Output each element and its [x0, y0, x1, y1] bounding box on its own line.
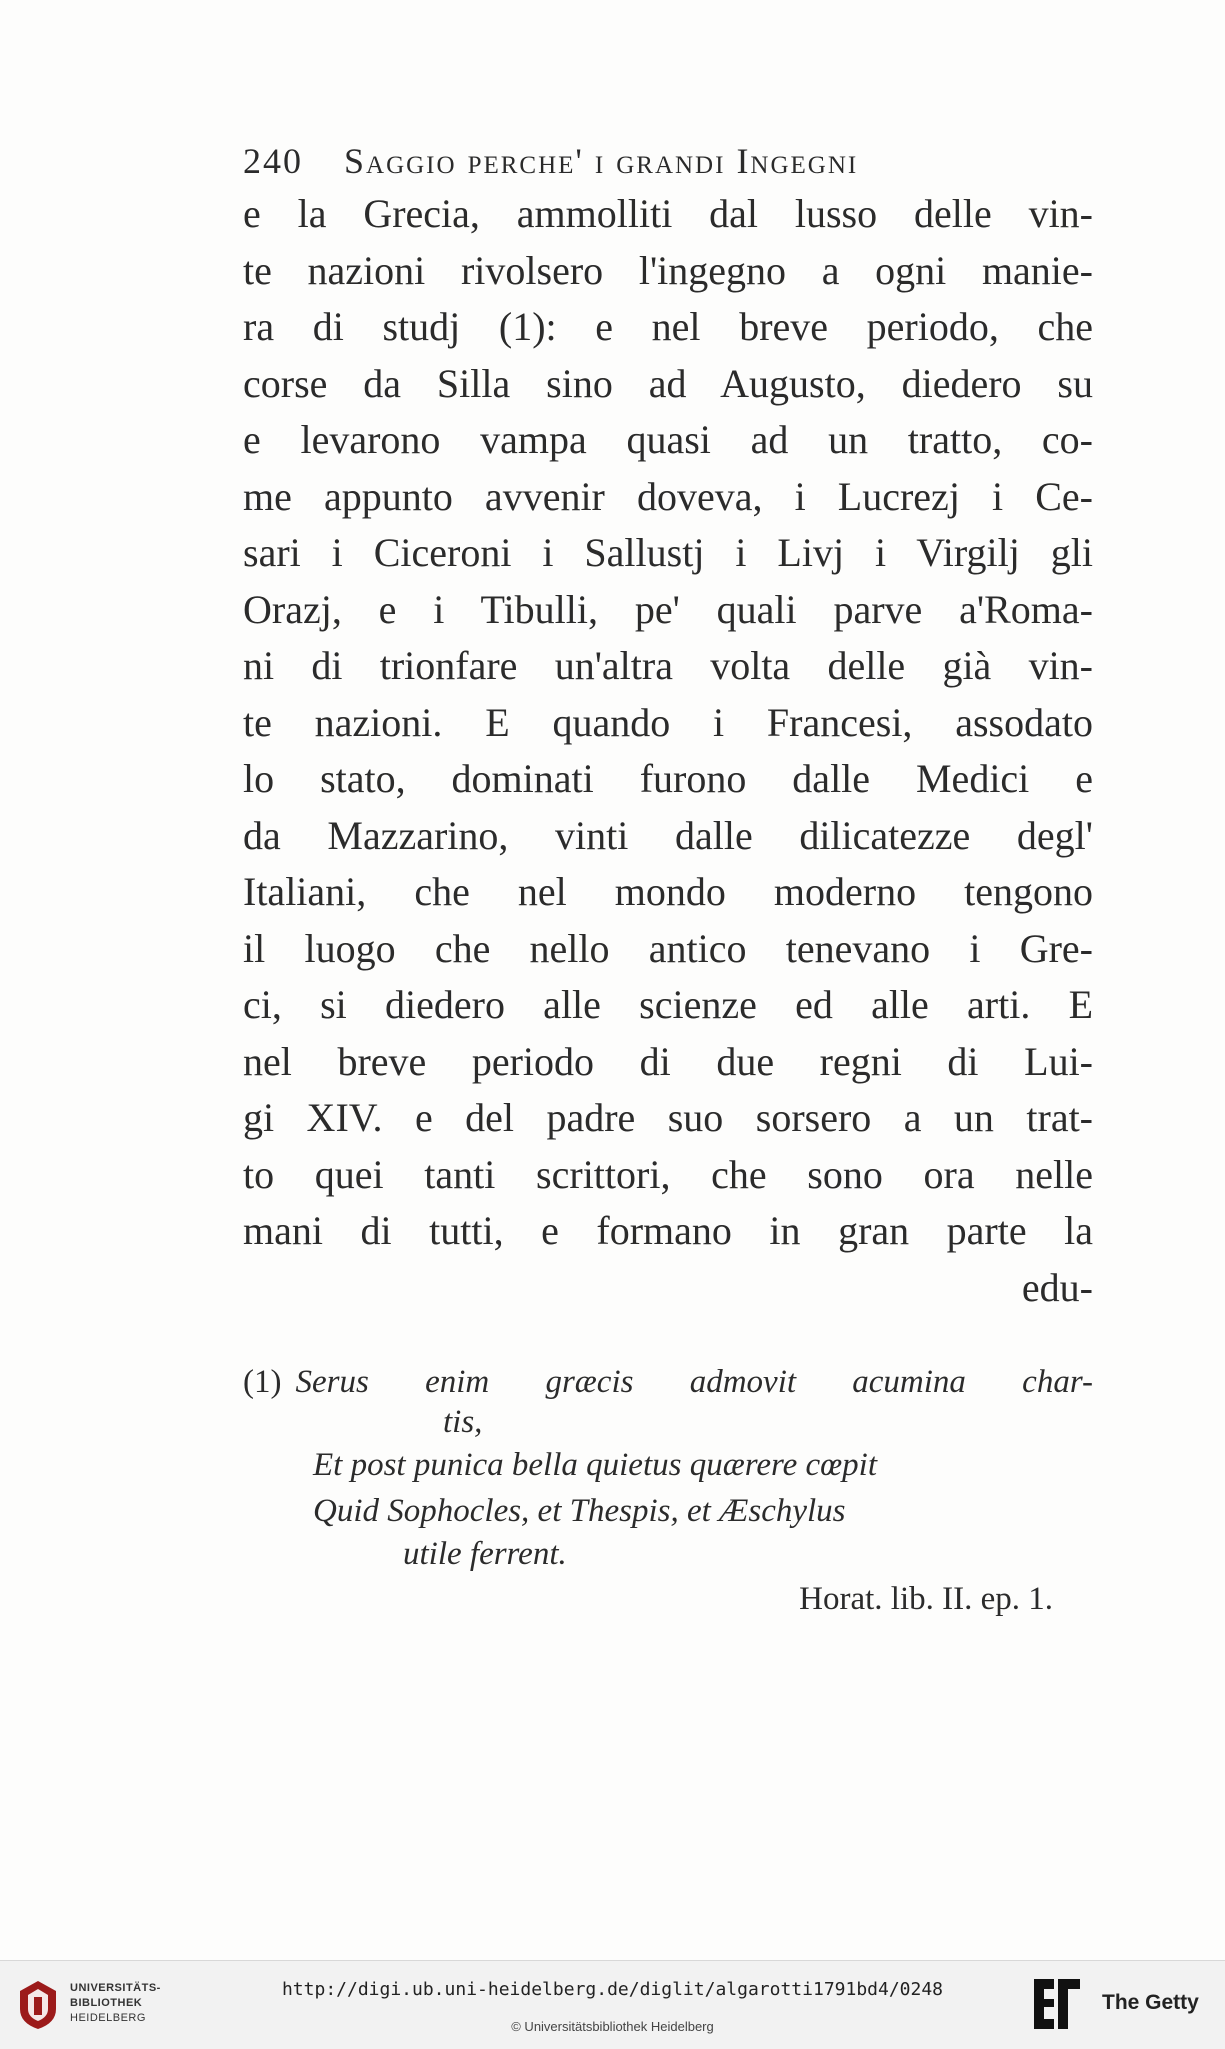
text-line: to quei tanti scrittori, che sono ora nelle: [243, 1151, 1093, 1197]
text-line: corse da Silla sino ad Augusto, diedero su: [243, 360, 1093, 406]
text-line: ci, si diedero alle scienze ed alle arti. E: [243, 982, 1093, 1027]
text-line: sari i Ciceroni i Sallustj i Livj i Virgilj gli: [243, 530, 1093, 575]
copyright-notice: © Universitätsbibliothek Heidelberg: [511, 2019, 714, 2034]
getty-logo-icon[interactable]: [1030, 1975, 1084, 2033]
footnote-line: tis,: [443, 1404, 483, 1440]
footnote: [243, 1362, 1093, 1624]
footnote-line: [243, 1362, 1093, 1402]
text-line: me appunto avvenir doveva, i Lucrezj i Ce-: [243, 473, 1093, 519]
page-number: 240: [243, 141, 303, 181]
text-line: ni di trionfare un'altra volta delle già vin-: [243, 643, 1093, 688]
text-line: lo stato, dominati furono dalle Medici e: [243, 756, 1093, 801]
text-line: Orazj, e i Tibulli, pe' quali parve a'Roma-: [243, 586, 1093, 632]
text-line: il luogo che nello antico tenevano i Gre-: [243, 925, 1093, 971]
catchword: edu-: [1021, 1264, 1093, 1310]
text-line: te nazioni rivolsero l'ingegno a ogni manie-: [243, 247, 1093, 293]
footnote-line: Quid Sophocles, et Thespis, et Æschylus: [313, 1493, 846, 1529]
running-title: Saggio perche' i grandi Ingegni: [344, 141, 859, 181]
getty-label: The Getty: [1102, 1991, 1199, 2014]
text-line: te nazioni. E quando i Francesi, assodato: [243, 699, 1093, 745]
text-line: e levarono vampa quasi ad un tratto, co-: [243, 417, 1093, 462]
footnote-marker: (1): [243, 1364, 282, 1400]
footnote-citation: Horat. lib. II. ep. 1.: [799, 1581, 1053, 1617]
text-line: ra di studj (1): e nel breve periodo, che: [243, 304, 1093, 349]
library-name: UNIVERSITÄTS- BIBLIOTHEK HEIDELBERG: [70, 1982, 161, 2024]
text-line: e la Grecia, ammolliti dal lusso delle vin-: [243, 191, 1093, 236]
permalink-url[interactable]: http://digi.ub.uni-heidelberg.de/diglit/algarotti1791bd4/0248: [281, 1979, 944, 2000]
viewer-footer: [0, 1960, 1225, 2049]
text-line: nel breve periodo di due regni di Lui-: [243, 1038, 1093, 1084]
text-line: mani di tutti, e formano in gran parte la: [243, 1208, 1093, 1253]
body-text: [243, 186, 1093, 1316]
footnote-verse: Serus enim græcis admovit acumina char-: [295, 1364, 1093, 1400]
text-line: Italiani, che nel mondo moderno tengono: [243, 869, 1093, 914]
page-header: [243, 140, 1098, 182]
text-line: gi XIV. e del padre suo sorsero a un trat-: [243, 1095, 1093, 1140]
text-line: da Mazzarino, vinti dalle dilicatezze degl': [243, 812, 1093, 858]
footnote-line: Et post punica bella quietus quærere cœpit: [313, 1447, 877, 1483]
footnote-line: utile ferrent.: [403, 1536, 567, 1572]
